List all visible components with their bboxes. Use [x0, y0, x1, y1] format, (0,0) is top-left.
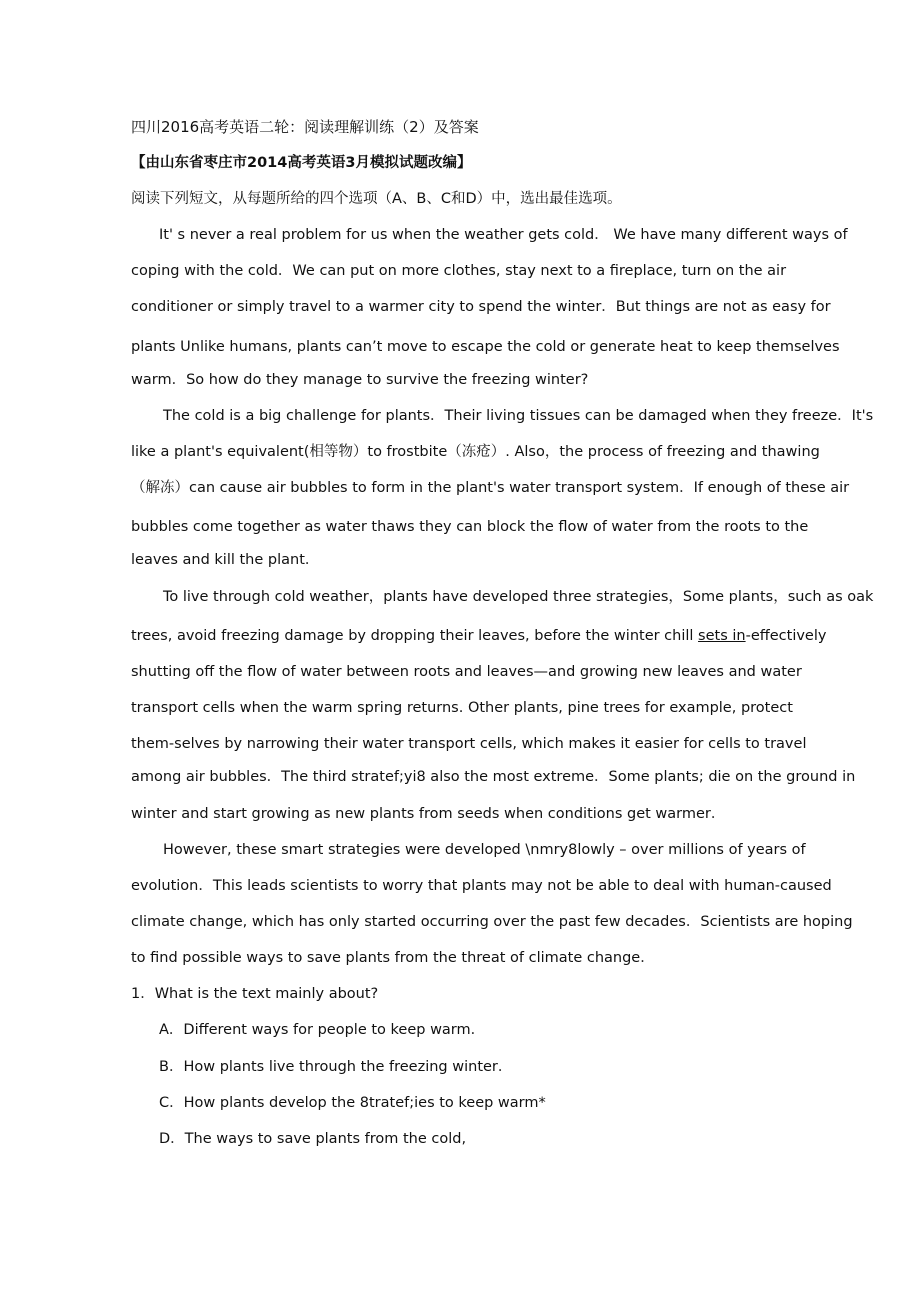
option-a: A．Different ways for people to keep warm． — [159, 1022, 486, 1038]
p3-line-2-pre: trees, avoid freezing damage by dropping their leaves, before the winter chill — [131, 628, 699, 644]
option-c: C．How plants develop the 8tratef;ies to keep warm* — [159, 1095, 546, 1111]
p3-line-1: To live through cold weather，plants have developed three strategies，Some plants，such as oak — [163, 589, 874, 605]
p2-line-3: （解冻）can cause air bubbles to form in the plant's water transport system．If enough of these air — [131, 480, 850, 496]
p3-line-7: winter and start growing as new plants from seeds when conditions get warmer． — [131, 806, 726, 822]
p1-line-4: plants Unlike humans, plants can’t move to escape the cold or generate heat to keep themselves — [131, 339, 840, 355]
p3-line-3: shutting off the flow of water between roots and leaves—and growing new leaves and water — [131, 664, 802, 680]
p3-line-2 — [131, 627, 826, 645]
source-note: 【由山东省枣庄市2014高考英语3月模拟试题改编】 — [131, 155, 472, 171]
p1-line-3: conditioner or simply travel to a warmer city to spend the winter．But things are not as easy for — [131, 299, 831, 315]
option-b: B．How plants live through the freezing winter． — [159, 1059, 513, 1075]
document-title: 四川2016高考英语二轮：阅读理解训练（2）及答案 — [131, 118, 479, 136]
p4-line-2: evolution．This leads scientists to worry that plants may not be able to deal with human-caused — [131, 878, 832, 894]
instruction: 阅读下列短文，从每题所给的四个选项（A、B、C和D）中，选出最佳选项。 — [131, 191, 622, 207]
underlined-phrase: sets in — [698, 628, 746, 644]
p4-line-3: climate change, which has only started occurring over the past few decades．Scientists are hoping — [131, 914, 853, 930]
p3-line-2-post: -effectively — [745, 628, 827, 644]
p1-line-5: warm．So how do they manage to survive the freezing winter? — [131, 372, 589, 388]
p4-line-1: However, these smart strategies were developed \nmry8lowly – over millions of years of — [163, 842, 806, 858]
p3-line-5: them-selves by narrowing their water transport cells, which makes it easier for cells to travel — [131, 736, 807, 752]
p3-line-6: among air bubbles．The third stratef;yi8 also the most extreme．Some plants; die on the ground in — [131, 769, 856, 785]
p3-line-4: transport cells when the warm spring returns. Other plants, pine trees for example, protect — [131, 700, 793, 716]
p2-line-5: leaves and kill the plant． — [131, 552, 320, 568]
option-d: D．The ways to save plants from the cold, — [159, 1131, 467, 1147]
p1-line-2: coping with the cold．We can put on more clothes, stay next to a fireplace, turn on the air — [131, 263, 787, 279]
p2-line-4: bubbles come together as water thaws they can block the flow of water from the roots to the — [131, 519, 809, 535]
p4-line-4: to find possible ways to save plants from the threat of climate change． — [131, 950, 655, 966]
question-stem: 1．What is the text mainly about? — [131, 986, 379, 1002]
p2-line-2: like a plant's equivalent(相等物）to frostbite（冻疮）. Also，the process of freezing and thawing — [131, 444, 820, 460]
p1-line-1: It' s never a real problem for us when the weather gets cold． We have many different ways of — [159, 227, 848, 243]
p2-line-1: The cold is a big challenge for plants．Their living tissues can be damaged when they freeze．It's — [163, 408, 874, 424]
